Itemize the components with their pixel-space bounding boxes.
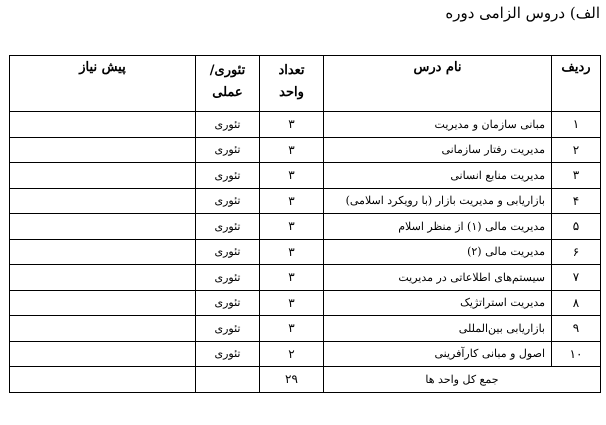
course-name-cell: مدیریت مالی (۱) از منظر اسلام [324, 214, 552, 240]
table-row [10, 112, 601, 138]
units-cell: ۳ [260, 188, 324, 214]
prerequisite-cell [10, 188, 196, 214]
units-cell: ۳ [260, 265, 324, 291]
prerequisite-cell [10, 316, 196, 342]
type-cell: تئوری [196, 265, 260, 291]
section-heading: الف) دروس الزامی دوره [445, 4, 600, 22]
table-row [10, 137, 601, 163]
row-number-cell: ۸ [552, 290, 601, 316]
header-type [196, 56, 260, 112]
course-name-cell: مدیریت استراتژیک [324, 290, 552, 316]
course-name-cell: بازاریابی بین‌المللی [324, 316, 552, 342]
type-cell: تئوری [196, 163, 260, 189]
table-header-row [10, 56, 601, 112]
type-cell: تئوری [196, 239, 260, 265]
table-row [10, 341, 601, 367]
row-number-cell: ۶ [552, 239, 601, 265]
header-course-name: نام درس [324, 56, 552, 112]
header-row-number: ردیف [552, 56, 601, 112]
units-cell: ۳ [260, 137, 324, 163]
course-name-cell: مدیریت رفتار سازمانی [324, 137, 552, 163]
row-number-cell: ۳ [552, 163, 601, 189]
table-row [10, 265, 601, 291]
prerequisite-cell [10, 163, 196, 189]
row-number-cell: ۵ [552, 214, 601, 240]
table-row [10, 214, 601, 240]
required-courses-table [9, 55, 601, 393]
type-cell: تئوری [196, 137, 260, 163]
row-number-cell: ۷ [552, 265, 601, 291]
units-cell: ۳ [260, 239, 324, 265]
header-prerequisite: پیش نیاز [10, 56, 196, 112]
units-cell: ۳ [260, 112, 324, 138]
total-row [10, 367, 601, 393]
prerequisite-cell [10, 214, 196, 240]
units-cell: ۳ [260, 290, 324, 316]
course-name-cell: مدیریت مالی (۲) [324, 239, 552, 265]
header-units-line2: واحد [279, 85, 304, 100]
type-cell: تئوری [196, 290, 260, 316]
type-cell: تئوری [196, 112, 260, 138]
prerequisite-cell [10, 341, 196, 367]
prerequisite-cell [10, 239, 196, 265]
row-number-cell: ۹ [552, 316, 601, 342]
units-cell: ۳ [260, 214, 324, 240]
type-cell: تئوری [196, 214, 260, 240]
course-name-cell: مبانی سازمان و مدیریت [324, 112, 552, 138]
table-row [10, 290, 601, 316]
units-cell: ۲ [260, 341, 324, 367]
header-type-line2: عملی [212, 85, 243, 100]
table-row [10, 239, 601, 265]
course-name-cell: مدیریت منابع انسانی [324, 163, 552, 189]
header-units-line1: تعداد [278, 63, 305, 78]
total-prereq-empty [10, 367, 196, 393]
row-number-cell: ۱ [552, 112, 601, 138]
row-number-cell: ۴ [552, 188, 601, 214]
total-label: جمع کل واحد ها [324, 367, 601, 393]
header-units [260, 56, 324, 112]
type-cell: تئوری [196, 188, 260, 214]
course-name-cell: بازاریابی و مدیریت بازار (با رویکرد اسلامی) [324, 188, 552, 214]
header-type-line1: تئوری/ [209, 63, 246, 78]
table-row [10, 163, 601, 189]
type-cell: تئوری [196, 341, 260, 367]
prerequisite-cell [10, 265, 196, 291]
row-number-cell: ۲ [552, 137, 601, 163]
units-cell: ۳ [260, 163, 324, 189]
prerequisite-cell [10, 112, 196, 138]
prerequisite-cell [10, 290, 196, 316]
table-row [10, 316, 601, 342]
type-cell: تئوری [196, 316, 260, 342]
total-units: ۲۹ [260, 367, 324, 393]
table-row [10, 188, 601, 214]
units-cell: ۳ [260, 316, 324, 342]
course-name-cell: اصول و مبانی کارآفرینی [324, 341, 552, 367]
row-number-cell: ۱۰ [552, 341, 601, 367]
prerequisite-cell [10, 137, 196, 163]
course-name-cell: سیستم‌های اطلاعاتی در مدیریت [324, 265, 552, 291]
total-type-empty [196, 367, 260, 393]
